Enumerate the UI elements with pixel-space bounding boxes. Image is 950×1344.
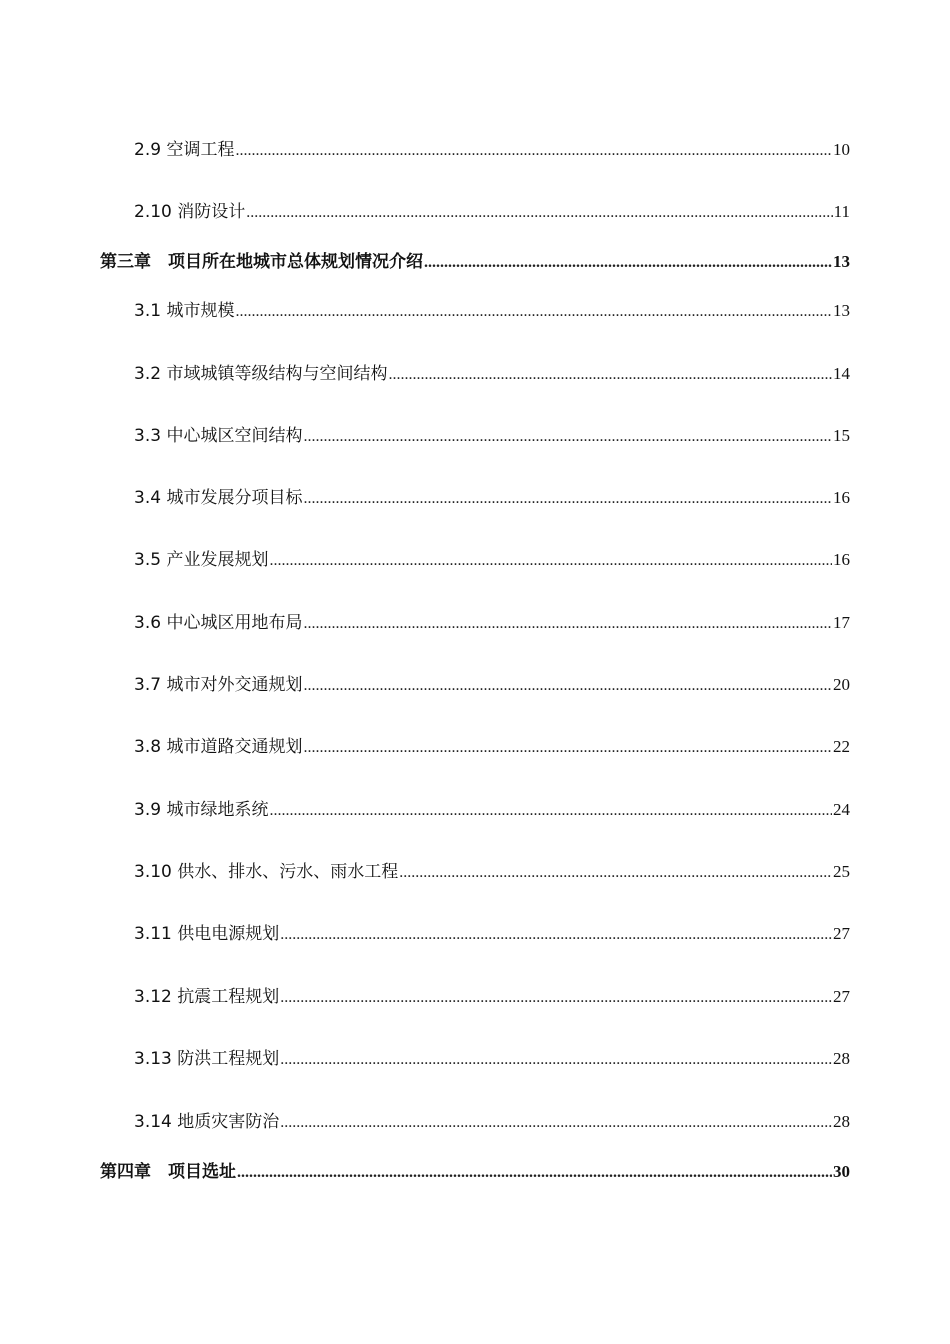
toc-entry-title: 2.9 空调工程 — [134, 140, 235, 160]
toc-dot-leader — [388, 362, 832, 388]
toc-entry-title: 3.13 防洪工程规划 — [134, 1049, 280, 1069]
toc-entry-3-1[interactable] — [134, 298, 850, 324]
toc-dot-leader — [246, 200, 832, 226]
toc-entry-title: 3.5 产业发展规划 — [134, 550, 269, 570]
toc-entry-title: 3.12 抗震工程规划 — [134, 987, 280, 1007]
toc-page-number: 10 — [833, 140, 850, 159]
toc-dot-leader — [280, 985, 832, 1011]
toc-entry-title: 3.6 中心城区用地布局 — [134, 613, 303, 633]
toc-page-number: 27 — [833, 924, 850, 943]
toc-dot-leader — [303, 735, 832, 761]
toc-entry-3-11[interactable] — [134, 921, 850, 947]
toc-chapter-3[interactable] — [100, 249, 850, 275]
toc-dot-leader — [235, 299, 832, 325]
toc-entry-title: 3.7 城市对外交通规划 — [134, 675, 303, 695]
toc-dot-leader — [303, 611, 832, 637]
toc-dot-leader — [303, 673, 832, 699]
toc-dot-leader — [269, 798, 832, 824]
toc-page-number: 13 — [833, 301, 850, 320]
toc-dot-leader — [399, 860, 832, 886]
toc-page-number: 28 — [833, 1112, 850, 1131]
toc-page-number: 11 — [833, 202, 850, 221]
toc-page-number: 13 — [833, 252, 850, 271]
toc-entry-title: 3.14 地质灾害防治 — [134, 1112, 280, 1132]
toc-chapter-title: 第四章 项目选址 — [100, 1162, 236, 1182]
toc-entry-title: 3.11 供电电源规划 — [134, 924, 280, 944]
toc-entry-3-14[interactable] — [134, 1109, 850, 1135]
toc-entry-2-9[interactable] — [134, 137, 850, 163]
toc-page-number: 15 — [833, 426, 850, 445]
toc-page-number: 24 — [833, 800, 850, 819]
toc-page-number: 25 — [833, 862, 850, 881]
toc-chapter-4[interactable] — [100, 1159, 850, 1185]
toc-page-number: 30 — [833, 1162, 850, 1181]
toc-entry-title: 3.9 城市绿地系统 — [134, 800, 269, 820]
toc-dot-leader — [237, 1160, 832, 1186]
toc-entry-3-6[interactable] — [134, 610, 850, 636]
toc-dot-leader — [280, 922, 832, 948]
toc-dot-leader — [424, 250, 832, 276]
toc-entry-3-3[interactable] — [134, 423, 850, 449]
toc-page-number: 16 — [833, 488, 850, 507]
toc-page-number: 28 — [833, 1049, 850, 1068]
toc-chapter-title: 第三章 项目所在地城市总体规划情况介绍 — [100, 252, 423, 272]
toc-page-number: 14 — [833, 364, 850, 383]
toc-entry-title: 3.2 市域城镇等级结构与空间结构 — [134, 364, 388, 384]
toc-entry-3-2[interactable] — [134, 361, 850, 387]
toc-entry-3-4[interactable] — [134, 485, 850, 511]
toc-page-number: 20 — [833, 675, 850, 694]
toc-entry-3-7[interactable] — [134, 672, 850, 698]
toc-entry-3-13[interactable] — [134, 1046, 850, 1072]
toc-dot-leader — [280, 1110, 832, 1136]
toc-page-number: 16 — [833, 550, 850, 569]
toc-entry-title: 3.8 城市道路交通规划 — [134, 737, 303, 757]
toc-dot-leader — [303, 424, 832, 450]
toc-entry-title: 3.1 城市规模 — [134, 301, 235, 321]
toc-entry-3-10[interactable] — [134, 859, 850, 885]
toc-dot-leader — [303, 486, 832, 512]
toc-dot-leader — [235, 138, 832, 164]
toc-page-number: 27 — [833, 987, 850, 1006]
toc-entry-3-9[interactable] — [134, 797, 850, 823]
toc-entry-title: 3.10 供水、排水、污水、雨水工程 — [134, 862, 399, 882]
toc-entry-3-8[interactable] — [134, 734, 850, 760]
toc-page-number: 17 — [833, 613, 850, 632]
toc-entry-title: 2.10 消防设计 — [134, 202, 246, 222]
toc-entry-2-10[interactable] — [134, 199, 850, 225]
toc-dot-leader — [280, 1047, 832, 1073]
toc-entry-3-12[interactable] — [134, 984, 850, 1010]
toc-page-number: 22 — [833, 737, 850, 756]
toc-entry-title: 3.4 城市发展分项目标 — [134, 488, 303, 508]
toc-entry-title: 3.3 中心城区空间结构 — [134, 426, 303, 446]
toc-dot-leader — [269, 548, 832, 574]
toc-entry-3-5[interactable] — [134, 547, 850, 573]
